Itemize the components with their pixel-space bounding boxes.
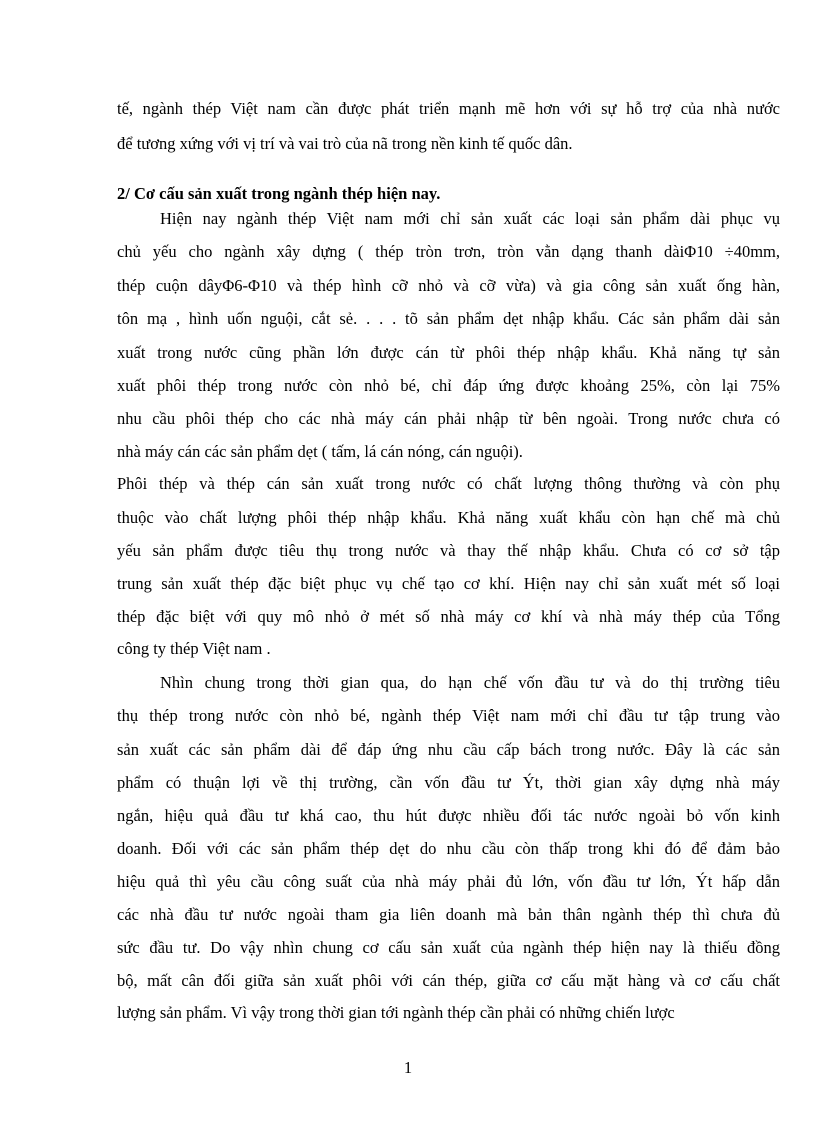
- text-line: trung sản xuất thép đặc biệt phục vụ chế tạo cơ khí. Hiện nay chỉ sản xuất mét số loại: [117, 574, 780, 593]
- text-line: Hiện nay ngành thép Việt nam mới chỉ sản xuất các loại sản phẩm dài phục vụ: [160, 209, 780, 228]
- text-line: thép cuộn dâyΦ6-Φ10 và thép hình cỡ nhỏ và cỡ vừa) và gia công sản xuất ống hàn,: [117, 276, 780, 295]
- page-number: 1: [403, 1058, 413, 1077]
- text-line: sức đầu tư. Do vậy nhìn chung cơ cấu sản xuất của ngành thép hiện nay là thiếu đồng: [117, 938, 780, 957]
- text-line: xuất trong nước cũng phần lớn được cán từ phôi thép nhập khẩu. Khả năng tự sản: [117, 343, 780, 362]
- text-line: chủ yếu cho ngành xây dựng ( thép tròn trơn, tròn vằn dạng thanh dàiΦ10 ÷40mm,: [117, 242, 780, 261]
- text-line: phẩm có thuận lợi về thị trường, cần vốn đầu tư Ýt, thời gian xây dựng nhà máy: [117, 773, 780, 792]
- text-line: công ty thép Việt nam .: [117, 639, 271, 658]
- text-line: ngắn, hiệu quả đầu tư khá cao, thu hút được nhiều đối tác nước ngoài bỏ vốn kinh: [117, 806, 780, 825]
- text-line: Phôi thép và thép cán sản xuất trong nước có chất lượng thông thường và còn phụ: [117, 474, 780, 493]
- text-line: các nhà đầu tư nước ngoài tham gia liên doanh mà bản thân ngành thép thì chưa đủ: [117, 905, 780, 924]
- text-line: xuất phôi thép trong nước còn nhỏ bé, chỉ đáp ứng được khoảng 25%, còn lại 75%: [117, 376, 780, 395]
- section-heading: 2/ Cơ cấu sản xuất trong ngành thép hiện nay.: [117, 184, 441, 203]
- text-line: nhu cầu phôi thép cho các nhà máy cán phải nhập từ bên ngoài. Trong nước chưa có: [117, 409, 780, 428]
- text-line: hiệu quả thì yêu cầu công suất của nhà máy phải đủ lớn, vốn đầu tư lớn, Ýt hấp dẫn: [117, 872, 780, 891]
- text-line: thụ thép trong nước còn nhỏ bé, ngành thép Việt nam mới chỉ đầu tư tập trung vào: [117, 706, 780, 725]
- text-line: bộ, mất cân đối giữa sản xuất phôi với cán thép, giữa cơ cấu mặt hàng và cơ cấu chất: [117, 971, 780, 990]
- text-line: tế, ngành thép Việt nam cần được phát triển mạnh mẽ hơn với sự hỗ trợ của nhà nước: [117, 99, 780, 118]
- text-line: lượng sản phẩm. Vì vậy trong thời gian tới ngành thép cần phải có những chiến lược: [117, 1003, 675, 1022]
- text-line: nhà máy cán các sản phẩm dẹt ( tấm, lá cán nóng, cán nguội).: [117, 442, 523, 461]
- text-line: thép đặc biệt với quy mô nhỏ ở mét số nhà máy cơ khí và nhà máy thép của Tổng: [117, 607, 780, 626]
- text-line: sản xuất các sản phẩm dài để đáp ứng nhu cầu cấp bách trong nước. Đây là các sản: [117, 740, 780, 759]
- text-line: tôn mạ , hình uốn nguội, cắt sẻ. . . . tõ sản phẩm dẹt nhập khẩu. Các sản phẩm dài sản: [117, 309, 780, 328]
- text-line: Nhìn chung trong thời gian qua, do hạn chế vốn đầu tư và do thị trường tiêu: [160, 673, 780, 692]
- text-line: để tương xứng với vị trí và vai trò của nã trong nền kinh tế quốc dân.: [117, 134, 573, 153]
- text-line: thuộc vào chất lượng phôi thép nhập khẩu. Khả năng xuất khẩu còn hạn chế mà chủ: [117, 508, 780, 527]
- text-line: yếu sản phẩm được tiêu thụ trong nước và thay thế nhập khẩu. Chưa có cơ sở tập: [117, 541, 780, 560]
- text-line: doanh. Đối với các sản phẩm thép dẹt do nhu cầu còn thấp trong khi đó để đảm bảo: [117, 839, 780, 858]
